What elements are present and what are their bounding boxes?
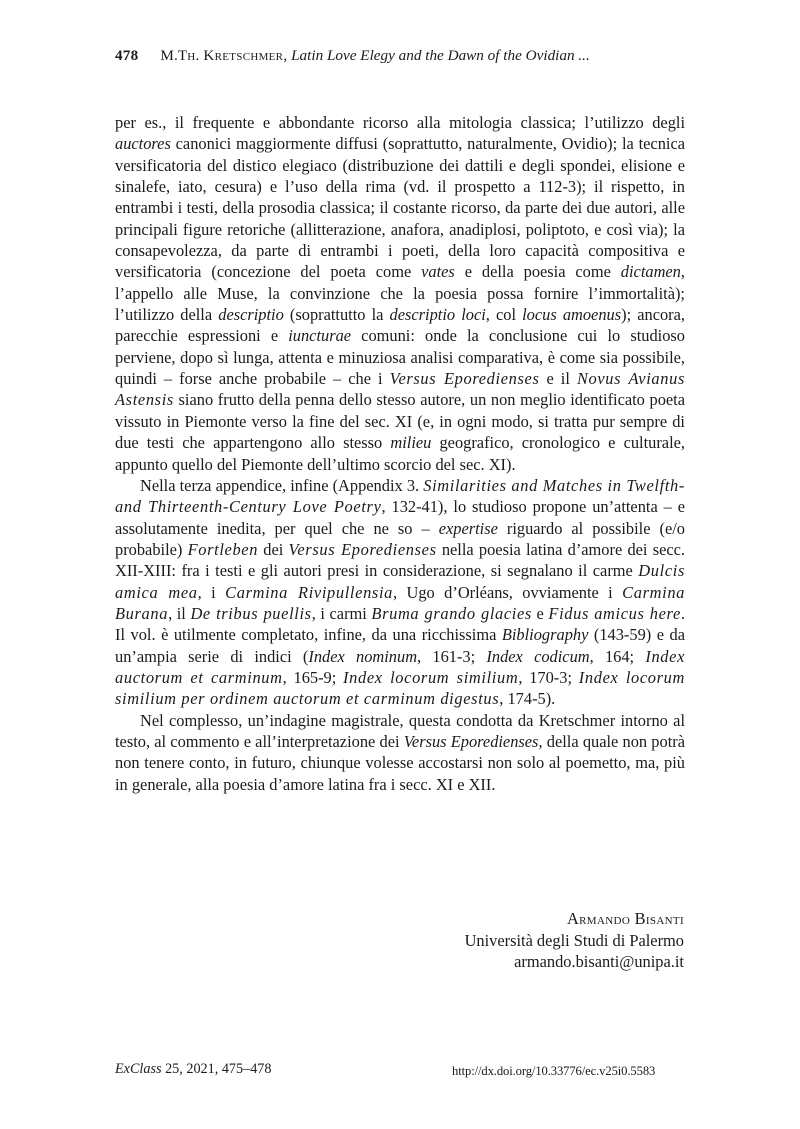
p2-text-11: . Il vol. è utilmente completato, infine, da una ricchissima [115, 603, 685, 645]
author-surname: Kretschmer [203, 47, 284, 64]
author-initials-period: . [195, 47, 204, 64]
p1-italic-descriptio-loci: descriptio loci [389, 305, 486, 325]
body-text [115, 112, 685, 795]
p1-italic-iuncturae: iuncturae [288, 326, 352, 346]
p2-italic-versus-eporedienses: Versus Eporedienses [288, 539, 437, 559]
p2-text-6: , i [197, 582, 226, 602]
p2-text-5: nella poesia latina d’amore dei secc. XII-XIII: fra i testi e gli autori presi in considerazione, si segnalano il carme [115, 539, 685, 581]
signature-email: armando.bisanti@unipa.it [514, 952, 684, 972]
footer-citation [115, 1060, 271, 1078]
p1-text-2: canonici maggiormente diffusi (soprattutto, naturalmente, Ovidio); la tecnica versificatoria del distico elegiaco (distribuzione dei dattili e degli spondei, elisione e sinalefe, iato, cesura) e l’uso della rima (vd. il prospetto a 112-3); il rispetto, in entrambi i testi, della prosodia classica; il costante ricorso, da parte dei due autori, alle principali figure retoriche (allitterazione, anafora, anadiplosi, poliptoto, e così via); la consapevolezza, da parte di entrambi i poeti, della loro capacità compositiva e versificatoria (concezione del poeta come [115, 134, 685, 282]
p2-text-16: , 170-3; [518, 667, 579, 687]
p1-italic-versus-eporedienses: Versus Eporedienses [389, 369, 540, 389]
p2-text-9: , i carmi [311, 603, 372, 623]
p2-italic-bibliography: Bibliography [501, 625, 589, 645]
p2-text-7: , Ugo d’Orléans, ovviamente i [393, 582, 623, 602]
p1-italic-vates: vates [421, 262, 455, 282]
p2-italic-fortleben: Fortleben [187, 539, 259, 559]
p2-text-2: , 132-41), lo studioso propone un’attenta – e assolutamente inedita, per quel che ne so – [115, 497, 685, 538]
running-head-author [160, 47, 291, 64]
author-initials-smallcaps: h [187, 47, 196, 64]
p1-italic-descriptio: descriptio [218, 305, 284, 325]
p1-text-7: ); ancora, parecchie espressioni e [115, 305, 685, 346]
p1-text-10: siano frutto della penna dello stesso autore, un non meglio identificato poeta vissuto in Piemonte verso la fine del sec. XI (e, in ogni modo, si tratta pur sempre di due testi che appartengono allo stesso [115, 390, 685, 453]
p2-italic-carmina-rivipullensia: Carmina Rivipullensia [225, 582, 393, 602]
p2-text-14: , 164; [589, 646, 646, 666]
p2-text-12: (143-59) e da un’ampia serie di indici ( [115, 625, 685, 666]
p1-text-1: per es., il frequente e abbondante ricorso alla mitologia classica; l’utilizzo degli [115, 113, 685, 132]
signature-block [465, 908, 684, 973]
footer-citation-detail: 25, 2021, 475–478 [161, 1061, 272, 1077]
p2-text-13: , 161-3; [417, 646, 487, 666]
p2-italic-fidus-amicus-here: Fidus amicus here [548, 603, 681, 623]
p2-italic-bruma-grando-glacies: Bruma grando glacies [371, 603, 532, 623]
p1-text-3: e della poesia come [454, 262, 621, 282]
p1-italic-dictamen: dictamen [620, 262, 681, 282]
footer-journal-name: ExClass [115, 1061, 162, 1077]
p1-italic-auctores: auctores [115, 134, 171, 154]
signature-affiliation: Università degli Studi di Palermo [464, 930, 684, 950]
p1-text-8: comuni: onde la conclusione cui lo studioso perviene, dopo sì lunga, attenta e minuziosa analisi comparativa, è come sia possibile, quindi – forse anche probabile – che i [115, 326, 685, 389]
p2-text-8: , il [168, 603, 191, 623]
p1-italic-novus-avianus-astensis: Novus Avianus Astensis [115, 369, 685, 410]
p2-italic-dulcis-amica-mea: Dulcis amica mea [115, 561, 685, 602]
p2-italic-de-tribus-puellis: De tribus puellis [190, 603, 312, 623]
p3-text-2: , della quale non potrà non tenere conto, in futuro, chiunque volesse accostarsi non solo al poemetto, ma, più in generale, alla poesia d’amore latina fra i secc. XI e XII. [115, 731, 685, 794]
p1-italic-milieu: milieu [390, 433, 432, 453]
paragraph-2 [115, 475, 685, 710]
p2-text-17: , 174-5). [499, 689, 556, 709]
paragraph-3 [115, 710, 685, 795]
running-head-title: Latin Love Elegy and the Dawn of the Ovidian ... [291, 47, 590, 64]
paragraph-1 [115, 112, 685, 475]
p1-text-6: , col [485, 305, 523, 325]
footer-doi-link[interactable]: http://dx.doi.org/10.33776/ec.v25i0.5583 [452, 1064, 656, 1078]
p2-text-10: e [531, 603, 549, 623]
p2-italic-index-codicum: Index codicum [486, 646, 590, 666]
signature-author-name: Armando Bisanti [566, 909, 684, 928]
p2-text-4: dei [258, 539, 289, 559]
p1-text-11: geografico, cronologico e culturale, appunto quello del Piemonte dell’ultimo scorcio del sec. XI). [115, 433, 686, 474]
p2-italic-carmina-burana: Carmina Burana [115, 582, 686, 623]
p2-text-3: riguardo al possibile (e/o probabile) [115, 518, 685, 559]
running-head-separator: , [283, 47, 292, 64]
p2-italic-expertise: expertise [438, 518, 498, 538]
p2-italic-index-locorum-similium: Index locorum similium [343, 667, 519, 687]
p2-italic-index-locorum-digestus: Index locorum similium per ordinem auctorum et carminum digestus [115, 667, 685, 709]
p2-italic-appendix-title: Similarities and Matches in Twelfth- and Thirteenth-Century Love Poetry [115, 475, 685, 517]
p2-italic-index-auctorum-et-carminum: Index auctorum et carminum [115, 646, 685, 687]
page-number: 478 [115, 47, 139, 64]
p1-text-5: (soprattutto la [283, 305, 390, 325]
author-initials: M.T [160, 47, 188, 64]
running-head [115, 46, 684, 66]
p2-text-1: Nella terza appendice, infine (Appendix 3. [140, 475, 424, 495]
p3-text-1: Nel complesso, un’indagine magistrale, questa condotta da Kretschmer intorno al testo, al commento e all’interpretazione dei [115, 710, 685, 751]
p1-text-9: e il [539, 369, 577, 389]
p2-italic-index-nominum: Index nominum [308, 646, 418, 666]
p1-text-4: , l’appello alle Muse, la convinzione che la poesia possa fornire l’immortalità); l’utilizzo della [115, 262, 685, 325]
p1-italic-locus-amoenus: locus amoenus [522, 305, 622, 325]
p3-italic-versus-eporedienses: Versus Eporedienses [403, 731, 539, 751]
p2-text-15: , 165-9; [282, 667, 344, 687]
